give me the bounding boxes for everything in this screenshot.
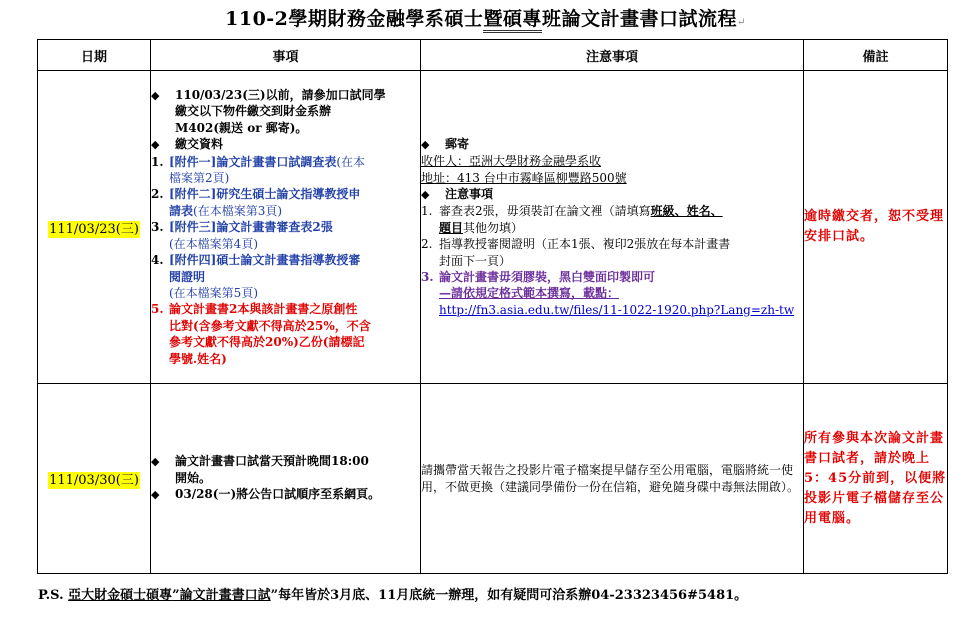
title-suffix: 班論文計畫書口試流程: [541, 8, 737, 30]
bullet-item: [421, 186, 803, 203]
postscript: P.S. 亞大財金碩士碩專”論文計畫書口試”每年皆於3月底、11月底統一辦理，如有疑問可洽系辦04-23323456#5481。: [38, 588, 748, 603]
list-item: 5. 論文計畫書2本與該計畫書之原創性 比對(含參考文獻不得高於25%，不含 參考文獻不得高於20%)乙份(請標記 學號.姓名): [151, 302, 371, 366]
diamond-bullet-icon: ◆: [421, 187, 430, 201]
page-title: 110-2學期財務金融學系碩士暨碩專班論文計畫書口試流程↵: [0, 4, 971, 31]
address-text: 地址：413 台中市霧峰區柳豐路500號: [421, 170, 627, 185]
items-cell: [151, 71, 421, 384]
diamond-bullet-icon: ◆: [151, 455, 160, 469]
bullet-item: ◆ 03/28(一)將公告口試順序至系網頁。: [151, 486, 420, 503]
date-cell: [38, 384, 151, 574]
table-row: [38, 384, 948, 574]
submission-heading: 繳交資料: [175, 137, 224, 152]
diamond-bullet-icon: ◆: [421, 137, 430, 151]
title-middle: 暨碩專: [483, 8, 542, 33]
list-item: 1. [附件一]論文計畫書口試調查表(在本 檔案第2頁): [151, 154, 366, 186]
list-item: 3. [附件三]論文計畫書審查表2張 (在本檔案第4頁): [151, 220, 333, 251]
list-item: 1. 審查表2張，毋須裝訂在論文裡（請填寫班級、姓名、 題目其他勿填）: [421, 204, 723, 235]
diamond-bullet-icon: ◆: [151, 488, 160, 502]
remark-cell: 逾時繳交者，恕不受理安排口試。: [804, 71, 948, 384]
diamond-bullet-icon: ◆: [151, 138, 160, 152]
notes-cell: 請攜帶當天報告之投影片電子檔案提早儲存至公用電腦，電腦將統一使用，不做更換（建議同學備份一份在信箱，避免隨身碟中毒無法開啟）。: [421, 384, 804, 574]
list-item: 4. [附件四]碩士論文計畫書指導教授審 閱證明 (在本檔案第5頁): [151, 253, 361, 300]
header-remarks: 備註: [804, 40, 948, 71]
list-item: 2. 指導教授審閱證明（正本1張、複印2張放在每本計畫書 封面下一頁）: [421, 237, 731, 268]
bullet-item: [151, 87, 420, 136]
date-highlight: 111/03/23(三): [49, 221, 139, 237]
notes-cell: [421, 71, 804, 384]
notice-heading: 注意事項: [445, 186, 494, 201]
bullet-item: ◆ 論文計畫書口試當天預計晚間18:00 開始。: [151, 454, 369, 485]
header-items: 事項: [151, 40, 421, 71]
diamond-bullet-icon: ◆: [151, 89, 160, 103]
list-item: 3. 論文計畫書毋須膠裝，黑白雙面印製即可 —請依規定格式範本撰寫，載點： http://fn3.asia.edu.tw/files/11-1022-1920.php?Lang=zh-tw: [421, 270, 795, 317]
title-prefix: 110-2學期財務金融學系碩士: [225, 8, 484, 30]
header-date: 日期: [38, 40, 151, 71]
bullet-item: [421, 136, 803, 153]
date-cell: [38, 71, 151, 384]
remark-cell: 所有參與本次論文計畫書口試者，請於晚上5：45分前到，以便將投影片電子檔儲存至公用電腦。: [804, 384, 948, 574]
schedule-table: [37, 39, 948, 574]
bullet-item: [151, 136, 420, 153]
deadline-text: 110/03/23(三)以前，請參加口試同學 繳交以下物件繳交到財金系辦 M402(親送 or 郵寄)。: [175, 88, 386, 135]
template-download-link[interactable]: http://fn3.asia.edu.tw/files/11-1022-1920.php?Lang=zh-tw: [439, 302, 795, 317]
header-notes: 注意事項: [421, 40, 804, 71]
table-row: [38, 71, 948, 384]
items-cell: [151, 384, 421, 574]
recipient-text: 收件人：亞洲大學財務金融學系收: [421, 154, 602, 169]
mail-heading: 郵寄: [445, 136, 470, 151]
date-highlight: 111/03/30(三): [49, 473, 139, 488]
header-row: [38, 40, 948, 71]
list-item: 2. [附件二]研究生碩士論文指導教授申 請表(在本檔案第3頁): [151, 187, 361, 218]
